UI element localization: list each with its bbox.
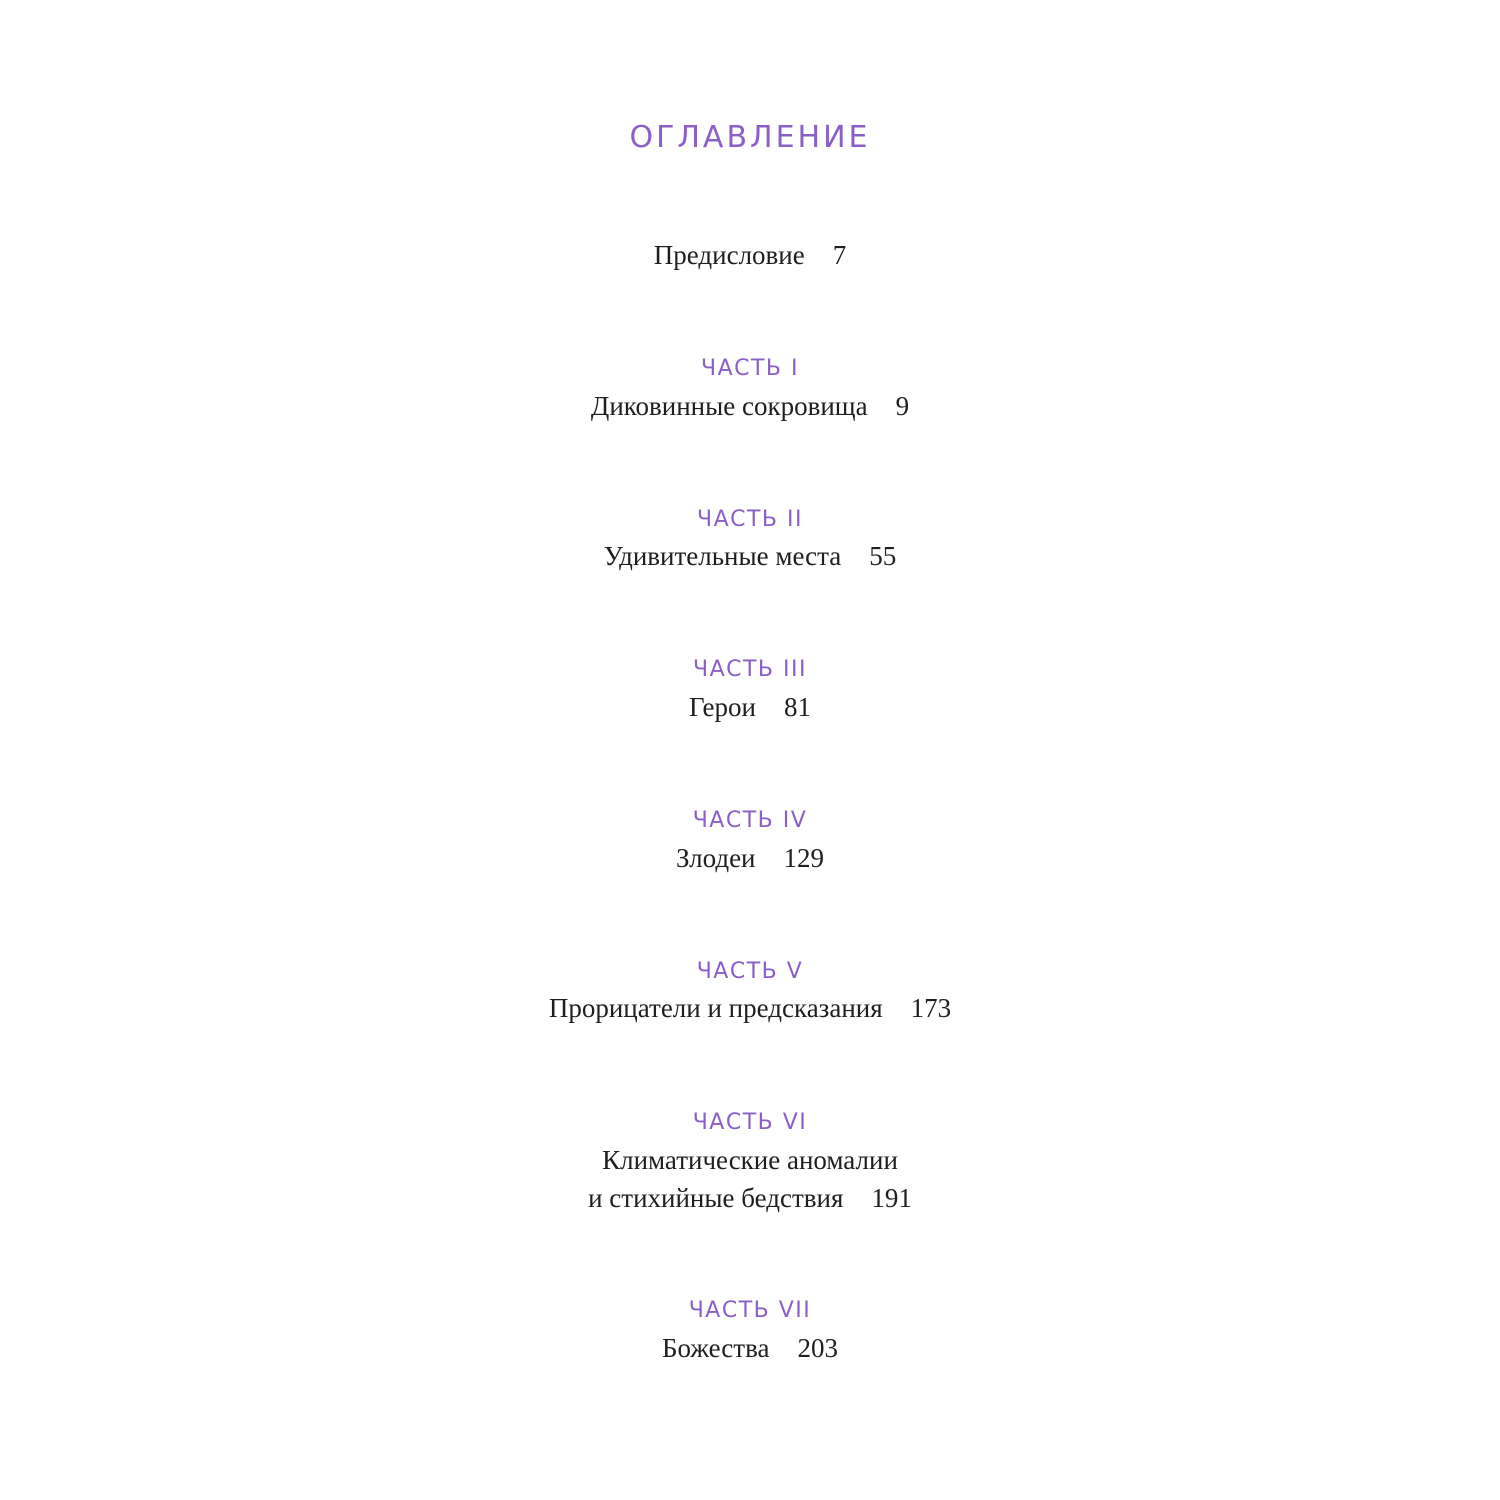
part-label-1: ЧАСТЬ I [700, 356, 799, 381]
toc-title: ОГЛАВЛЕНИЕ [629, 120, 871, 155]
part-label-6: ЧАСТЬ VI [692, 1110, 808, 1135]
toc-entry-part-3[interactable] [0, 688, 1500, 726]
entry-title: Прорицатели и предсказания [548, 993, 883, 1023]
entry-title: Герои [689, 692, 756, 722]
toc-entry-part-7[interactable] [0, 1329, 1500, 1367]
part-label-3: ЧАСТЬ III [693, 657, 807, 682]
entry-title: Злодеи [675, 843, 756, 873]
entry-title: Предисловие [653, 240, 805, 270]
entry-page-number: 7 [832, 240, 847, 270]
entry-page-number: 55 [869, 541, 897, 571]
entry-title: Удивительные места [603, 541, 842, 571]
entry-title: Божества [662, 1333, 770, 1363]
part-label-4: ЧАСТЬ IV [692, 808, 808, 833]
entry-page-number: 203 [797, 1333, 838, 1363]
part-label-5: ЧАСТЬ V [696, 959, 804, 984]
toc-entry-part-4[interactable] [0, 839, 1500, 877]
entry-title-line-1: Климатические аномалии [602, 1145, 898, 1175]
toc-entry-part-1[interactable] [0, 387, 1500, 425]
toc-entry-part-6-line-1[interactable] [0, 1141, 1500, 1179]
entry-page-number: 173 [910, 993, 952, 1023]
entry-page-number: 9 [895, 391, 910, 421]
toc-entry-part-5[interactable] [0, 989, 1500, 1027]
entry-title-line-2: и стихийные бедствия [588, 1183, 844, 1213]
entry-page-number: 191 [871, 1183, 912, 1213]
part-label-2: ЧАСТЬ II [697, 507, 803, 532]
toc-entry-part-6-line-2[interactable] [0, 1179, 1500, 1217]
part-label-7: ЧАСТЬ VII [688, 1298, 812, 1323]
entry-page-number: 129 [783, 843, 825, 873]
toc-entry-part-2[interactable] [0, 537, 1500, 575]
entry-page-number: 81 [784, 692, 811, 722]
toc-entry-preface[interactable] [0, 236, 1500, 274]
entry-title: Диковинные сокровища [590, 391, 868, 421]
